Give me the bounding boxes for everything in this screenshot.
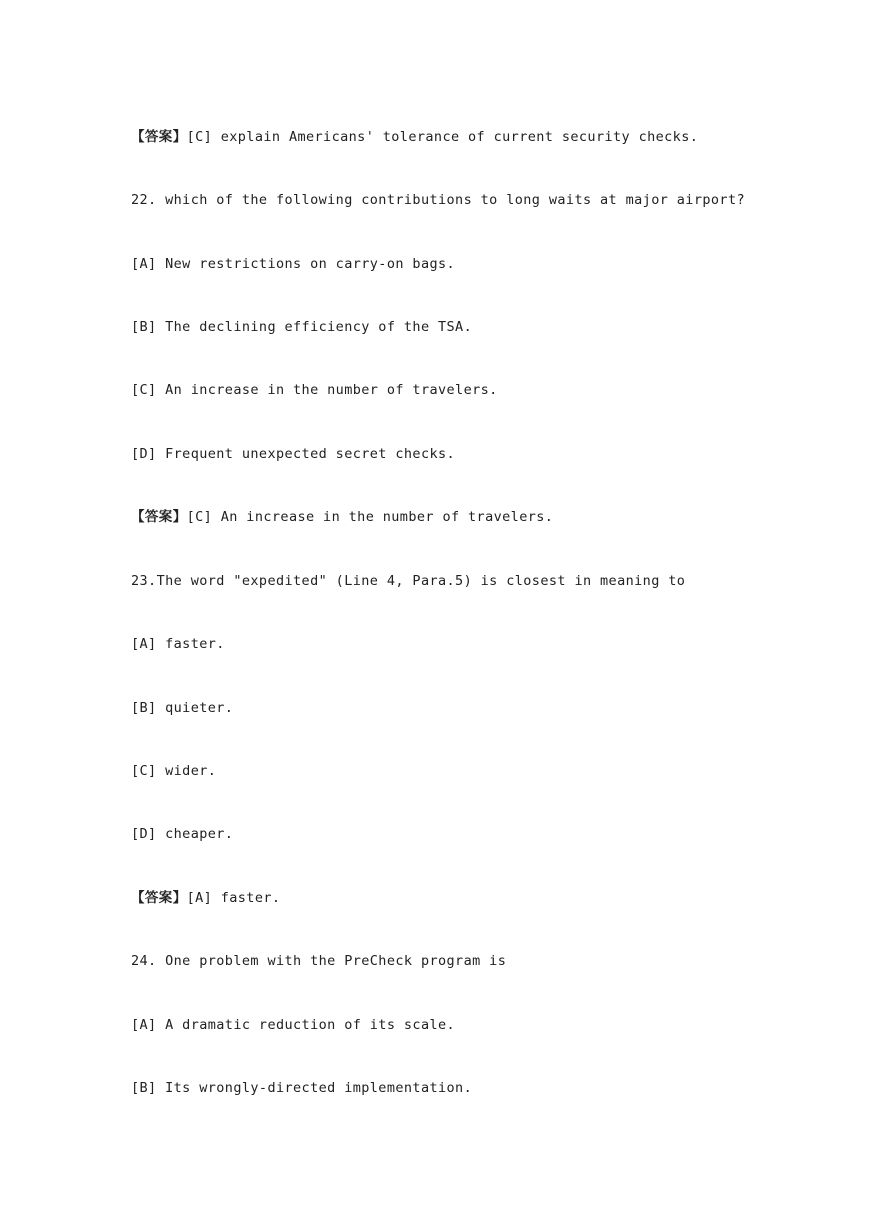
option-23-c: [C] wider. [131, 763, 217, 779]
question-24: 24. One problem with the PreCheck program is [131, 953, 507, 969]
option-23-d: [D] cheaper. [131, 826, 234, 842]
option-23-b: [B] quieter. [131, 700, 234, 716]
option-22-b: [B] The declining efficiency of the TSA. [131, 319, 473, 335]
answer-tag: 【答案】 [131, 509, 187, 525]
answer-line-23 [131, 890, 280, 906]
option-22-a: [A] New restrictions on carry-on bags. [131, 256, 456, 272]
answer-text: [A] faster. [186, 890, 281, 906]
answer-text: [C] explain Americans' tolerance of current security checks. [186, 129, 699, 145]
answer-text: [C] An increase in the number of travelers. [186, 509, 554, 525]
option-22-d: [D] Frequent unexpected secret checks. [131, 446, 456, 462]
option-24-b: [B] Its wrongly-directed implementation. [131, 1080, 473, 1096]
option-24-a: [A] A dramatic reduction of its scale. [131, 1017, 456, 1033]
option-23-a: [A] faster. [131, 636, 225, 652]
answer-tag: 【答案】 [131, 129, 187, 145]
question-22: 22. which of the following contributions to long waits at major airport? [131, 192, 745, 208]
answer-tag: 【答案】 [131, 890, 187, 906]
option-22-c: [C] An increase in the number of travelers. [131, 382, 498, 398]
answer-line-21 [131, 129, 698, 145]
answer-line-22 [131, 509, 553, 525]
question-23: 23.The word "expedited" (Line 4, Para.5) is closest in meaning to [131, 573, 686, 589]
